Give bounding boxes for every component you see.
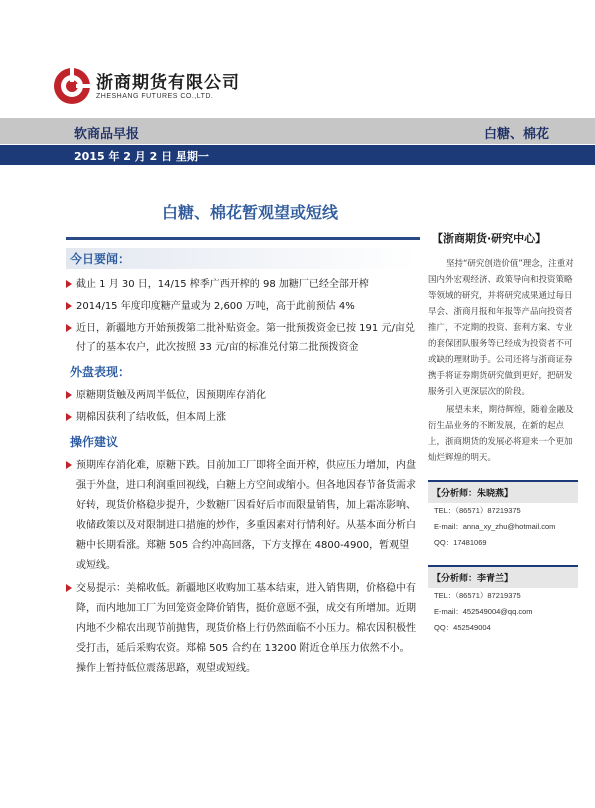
bullet-arrow-icon	[66, 461, 72, 469]
advice-item-text: 预期库存消化难，原糖下跌。目前加工厂即将全面开榨，供应压力增加，内盘强于外盘，进口利润重回视线，白糖上方空间或缩小。但各地因春节备货需求好转，现货价格稳步提升，少数糖厂因看好后市而限量销售，加上霜冻影响、收储政策以及对限制进口措施的炒作，多重因素对行情利好。从基本面分析白糖中长期看涨。郑糖 505 合约冲高回落，下方支撑在 4800-4900，暂观望或短线。	[76, 460, 416, 571]
section-heading-news: 今日要闻：	[66, 248, 418, 269]
date-band	[0, 145, 595, 165]
bullet-arrow-icon	[66, 584, 72, 592]
analyst-tel: TEL：（86571）87219375	[434, 591, 521, 600]
company-name-cn: 浙商期货有限公司	[96, 73, 240, 93]
sidebar-heading: 【浙商期货·研究中心】	[432, 232, 547, 245]
analyst-qq: QQ：452549004	[434, 623, 491, 632]
analyst-card	[428, 565, 578, 636]
analyst-tel: TEL：（86571）87219375	[434, 506, 521, 515]
report-date: 2015 年 2 月 2 日 星期一	[74, 150, 209, 163]
sidebar	[428, 230, 578, 636]
analyst-name: 【分析师：李青兰】	[428, 567, 578, 588]
news-item	[66, 297, 418, 316]
advice-item-text: 交易提示：美棉收低。新疆地区收购加工基本结束，进入销售期，价格稳中有降，而内地加工厂为回笼资金降价销售，挺价意愿不强，成交有所增加。近期内地不少棉农出现节前抛售，现货价格上行仍然面临不小压力。棉农因积极性受打击，延后采购农资。郑棉 505 合约在 13200 附近仓单压力依然不小。操作上暂持低位震荡思路，观望或短线。	[76, 583, 416, 674]
bullet-arrow-icon	[66, 280, 72, 288]
analyst-email[interactable]: E-mail：anna_xy_zhu@hotmail.com	[434, 522, 556, 531]
news-item	[66, 275, 418, 294]
bullet-arrow-icon	[66, 391, 72, 399]
company-logo-mark-icon	[52, 66, 92, 106]
overseas-item	[66, 386, 418, 405]
section-heading-advice: 操作建议	[70, 435, 119, 449]
analyst-qq: QQ：17481069	[434, 538, 487, 547]
overseas-item-text: 期棉因获利了结收低，但本周上涨	[76, 412, 226, 423]
news-item-text: 近日，新疆地方开始预拨第二批补贴资金。第一批预拨资金已按 191 元/亩兑付了的基本农户，此次按照 33 元/亩的标准兑付第二批预拨资金	[76, 323, 415, 353]
advice-item	[66, 579, 418, 679]
news-item-text: 截止 1 月 30 日，14/15 榨季广西开榨的 98 加糖厂已经全部开榨	[76, 279, 369, 290]
news-item-text: 2014/15 年度印度糖产量或为 2,600 万吨，高于此前预估 4%	[76, 301, 355, 312]
overseas-item-text: 原糖期货触及两周半低位，因预期库存消化	[76, 390, 266, 401]
analyst-card	[428, 480, 578, 551]
advice-item	[66, 456, 418, 576]
analyst-email[interactable]: E-mail：452549004@qq.com	[434, 607, 533, 616]
company-logo	[52, 66, 282, 106]
page-title: 白糖、棉花暂观望或短线	[161, 203, 338, 222]
main-content	[66, 240, 418, 682]
section-heading-overseas: 外盘表现：	[70, 365, 131, 379]
news-item	[66, 319, 418, 357]
sidebar-paragraph: 坚持“研究创造价值”理念，注重对国内外宏观经济、政策导向和投资策略等领域的研究，并将研究成果通过每日早会、浙商月报和年报等产品向投资者推广，不定期的投资、套利方案、专业的套保团队服务等已经成为投资者不可或缺的理财助手。公司还将与浙商证券携手将证券期货研究做到更好，把研发服务引入更深层次的阶段。	[428, 259, 574, 397]
overseas-item	[66, 408, 418, 427]
report-commodities: 白糖、棉花	[483, 127, 549, 142]
company-name-en: ZHESHANG FUTURES CO.,LTD.	[96, 93, 214, 100]
sidebar-paragraph: 展望未来，期待辉煌，随着金融及衍生品业务的不断发展，在新的起点上，浙商期货的发展必将迎来一个更加灿烂辉煌的明天。	[428, 405, 574, 463]
analyst-name: 【分析师：朱晓燕】	[428, 482, 578, 503]
bullet-arrow-icon	[66, 302, 72, 310]
report-type: 软商品早报	[74, 127, 140, 142]
bullet-arrow-icon	[66, 413, 72, 421]
bullet-arrow-icon	[66, 324, 72, 332]
report-type-band	[0, 118, 595, 144]
